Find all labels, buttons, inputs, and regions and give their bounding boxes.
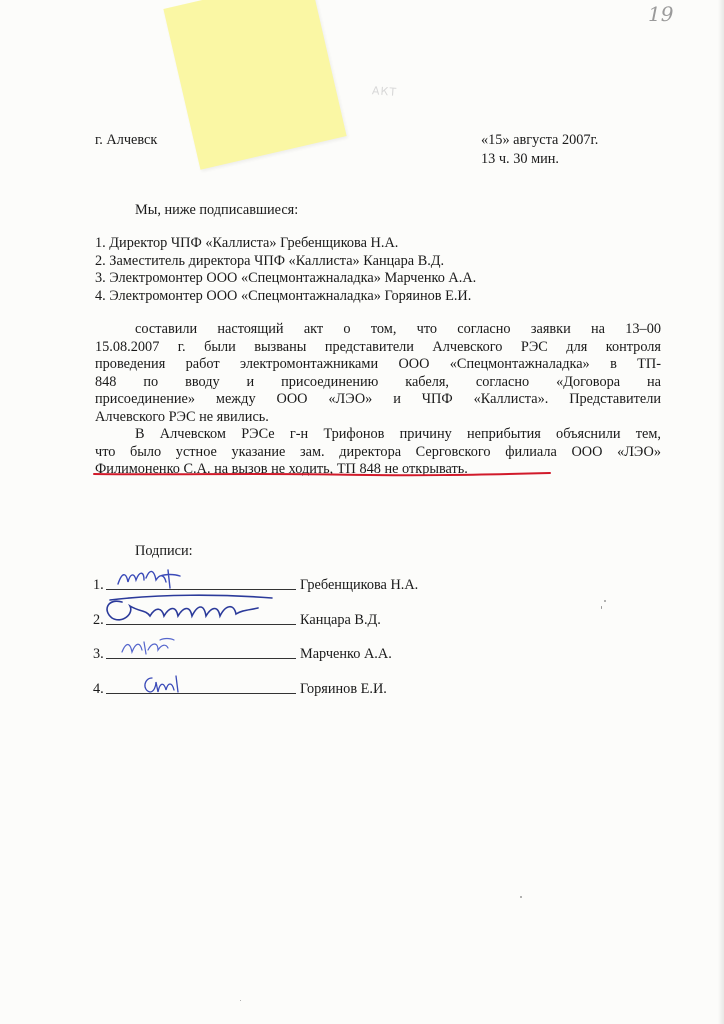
signature-number-3: 3. [93, 646, 104, 662]
signature-name-4: Горяинов Е.И. [300, 681, 387, 697]
signature-name-2: Канцара В.Д. [300, 612, 381, 628]
signature-4-scribble [140, 672, 184, 696]
body-paragraph-1 [95, 321, 661, 426]
participant-4: 4. Электромонтер ООО «Спецмонтажналадка» Горяинов Е.И. [95, 288, 472, 304]
scan-speck [604, 600, 606, 602]
body-line: Филимоненко С.А. на вызов не ходить, ТП 848 не открывать. [95, 461, 468, 477]
signature-3-scribble [118, 636, 178, 658]
signature-name-1: Гребенщикова Н.А. [300, 577, 419, 593]
corner-page-mark: 19 [648, 2, 674, 26]
body-line: 15.08.2007 г. были вызваны представители Алчевского РЭС для контроля [95, 338, 661, 355]
scan-speck [520, 896, 522, 898]
body-line: проведения работ электромонтажниками ООО «Спецмонтажналадка» в ТП- [95, 356, 661, 372]
faint-stamp-mark: АКТ [371, 84, 398, 99]
body-line: 848 по вводу и присоединению кабеля, согласно «Договора на [95, 373, 661, 390]
header-date: «15» августа 2007г. [481, 132, 599, 148]
signature-line-3 [106, 658, 296, 659]
signature-2-scribble [100, 592, 280, 628]
body-line: что было устное указание зам. директора Серговского филиала ООО «ЛЭО» [95, 443, 661, 460]
body-line: Алчевского РЭС не явились. [95, 408, 269, 425]
header-time: 13 ч. 30 мин. [481, 151, 560, 167]
body-line: составили настоящий акт о том, что согласно заявки на 13–00 [135, 321, 661, 337]
body-line: В Алчевском РЭСе г-н Трифонов причину неприбытия объяснили тем, [135, 426, 661, 442]
signature-line-4 [106, 693, 296, 694]
body-line: присоединение» между ООО «ЛЭО» и ЧПФ «Каллиста». Представители [95, 391, 661, 407]
signature-number-4: 4. [93, 681, 104, 697]
sticky-note [163, 0, 346, 170]
intro-text: Мы, ниже подписавшиеся: [135, 202, 299, 218]
scan-speck [240, 1000, 241, 1001]
participant-1: 1. Директор ЧПФ «Каллиста» Гребенщикова Н.А. [95, 235, 399, 251]
signatures-heading: Подписи: [135, 543, 193, 559]
participant-2: 2. Заместитель директора ЧПФ «Каллиста» Канцара В.Д. [95, 253, 445, 269]
page-edge-shadow [718, 0, 724, 1024]
participant-3: 3. Электромонтер ООО «Спецмонтажналадка» Марченко А.А. [95, 270, 477, 286]
signature-number-1: 1. [93, 577, 104, 593]
header-city: г. Алчевск [95, 132, 158, 148]
scan-speck [601, 606, 602, 609]
signature-1-scribble [114, 566, 184, 592]
signature-number-2: 2. [93, 612, 104, 628]
red-underline-mark [92, 471, 552, 477]
signature-name-3: Марченко А.А. [300, 646, 392, 662]
